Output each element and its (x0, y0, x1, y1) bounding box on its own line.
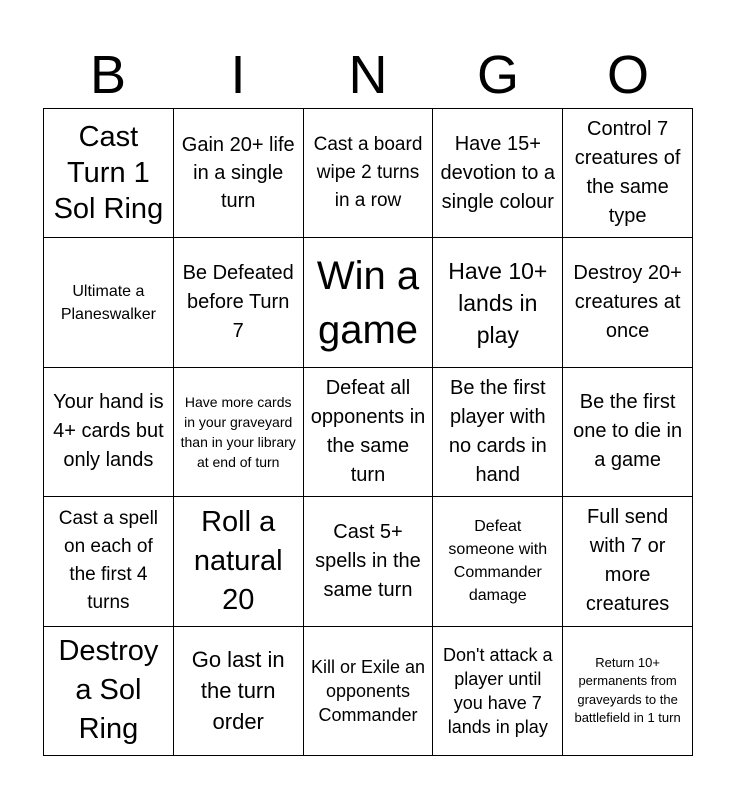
bingo-cell[interactable] (304, 368, 434, 497)
bingo-cell[interactable] (44, 238, 174, 367)
cell-text: Defeat someone with Commander damage (448, 518, 548, 605)
bingo-cell[interactable] (563, 627, 693, 756)
cell-text: Win a game (316, 253, 420, 352)
bingo-cell[interactable] (174, 497, 304, 626)
cell-text: Gain 20+ life in a single turn (181, 134, 295, 213)
bingo-cell[interactable] (433, 368, 563, 497)
cell-text: Cast a spell on each of the first 4 turns (58, 508, 159, 614)
cell-text: Be Defeated before Turn 7 (182, 262, 294, 343)
cell-text: Roll a natural 20 (193, 505, 283, 616)
bingo-cell[interactable] (174, 368, 304, 497)
cell-text: Go last in the turn order (191, 647, 285, 735)
cell-text: Control 7 creatures of the same type (574, 118, 681, 228)
cell-text: Kill or Exile an opponents Commander (310, 656, 426, 725)
cell-text: Destroy 20+ creatures at once (573, 262, 682, 343)
bingo-header (43, 42, 693, 108)
cell-text: Full send with 7 or more creatures (585, 506, 670, 616)
cell-text: Destroy a Sol Ring (58, 635, 159, 746)
cell-text: Cast Turn 1 Sol Ring (53, 121, 164, 226)
bingo-cell[interactable] (304, 497, 434, 626)
cell-text: Defeat all opponents in the same turn (310, 376, 426, 486)
bingo-cell[interactable] (174, 627, 304, 756)
bingo-cell[interactable] (304, 109, 434, 238)
cell-text: Ultimate a Planeswalker (60, 282, 156, 323)
header-letter-i: I (230, 45, 246, 105)
cell-text: Your hand is 4+ cards but only lands (53, 391, 164, 472)
bingo-cell[interactable] (44, 627, 174, 756)
bingo-cell[interactable] (433, 627, 563, 756)
bingo-cell[interactable] (433, 109, 563, 238)
bingo-cell[interactable] (563, 368, 693, 497)
cell-text: Have more cards in your graveyard than in your library at end of turn (180, 393, 296, 470)
bingo-cell[interactable] (174, 238, 304, 367)
header-letter-n: N (348, 45, 388, 105)
bingo-cell[interactable] (433, 497, 563, 626)
header-letter-g: G (476, 45, 519, 105)
cell-text: Have 10+ lands in play (448, 257, 548, 348)
bingo-card (43, 108, 693, 756)
cell-text: Have 15+ devotion to a single colour (440, 132, 556, 213)
bingo-cell[interactable] (563, 497, 693, 626)
cell-text: Be the first player with no cards in hand (448, 376, 547, 486)
bingo-cell[interactable] (433, 238, 563, 367)
bingo-cell[interactable] (304, 238, 434, 367)
bingo-cell[interactable] (44, 368, 174, 497)
cell-text: Cast 5+ spells in the same turn (315, 520, 421, 601)
header-letter-b: B (89, 45, 127, 105)
bingo-cell[interactable] (44, 109, 174, 238)
bingo-cell[interactable] (563, 109, 693, 238)
bingo-cell[interactable] (563, 238, 693, 367)
header-letter-o: O (606, 45, 649, 105)
bingo-cell[interactable] (44, 497, 174, 626)
bingo-cell[interactable] (174, 109, 304, 238)
bingo-cell[interactable] (304, 627, 434, 756)
cell-text: Don't attack a player until you have 7 lands in play (443, 644, 553, 737)
cell-text: Cast a board wipe 2 turns in a row (313, 134, 423, 212)
cell-text: Be the first one to die in a game (573, 391, 683, 472)
cell-text: Return 10+ permanents from graveyards to the battlefield in 1 turn (574, 654, 681, 726)
